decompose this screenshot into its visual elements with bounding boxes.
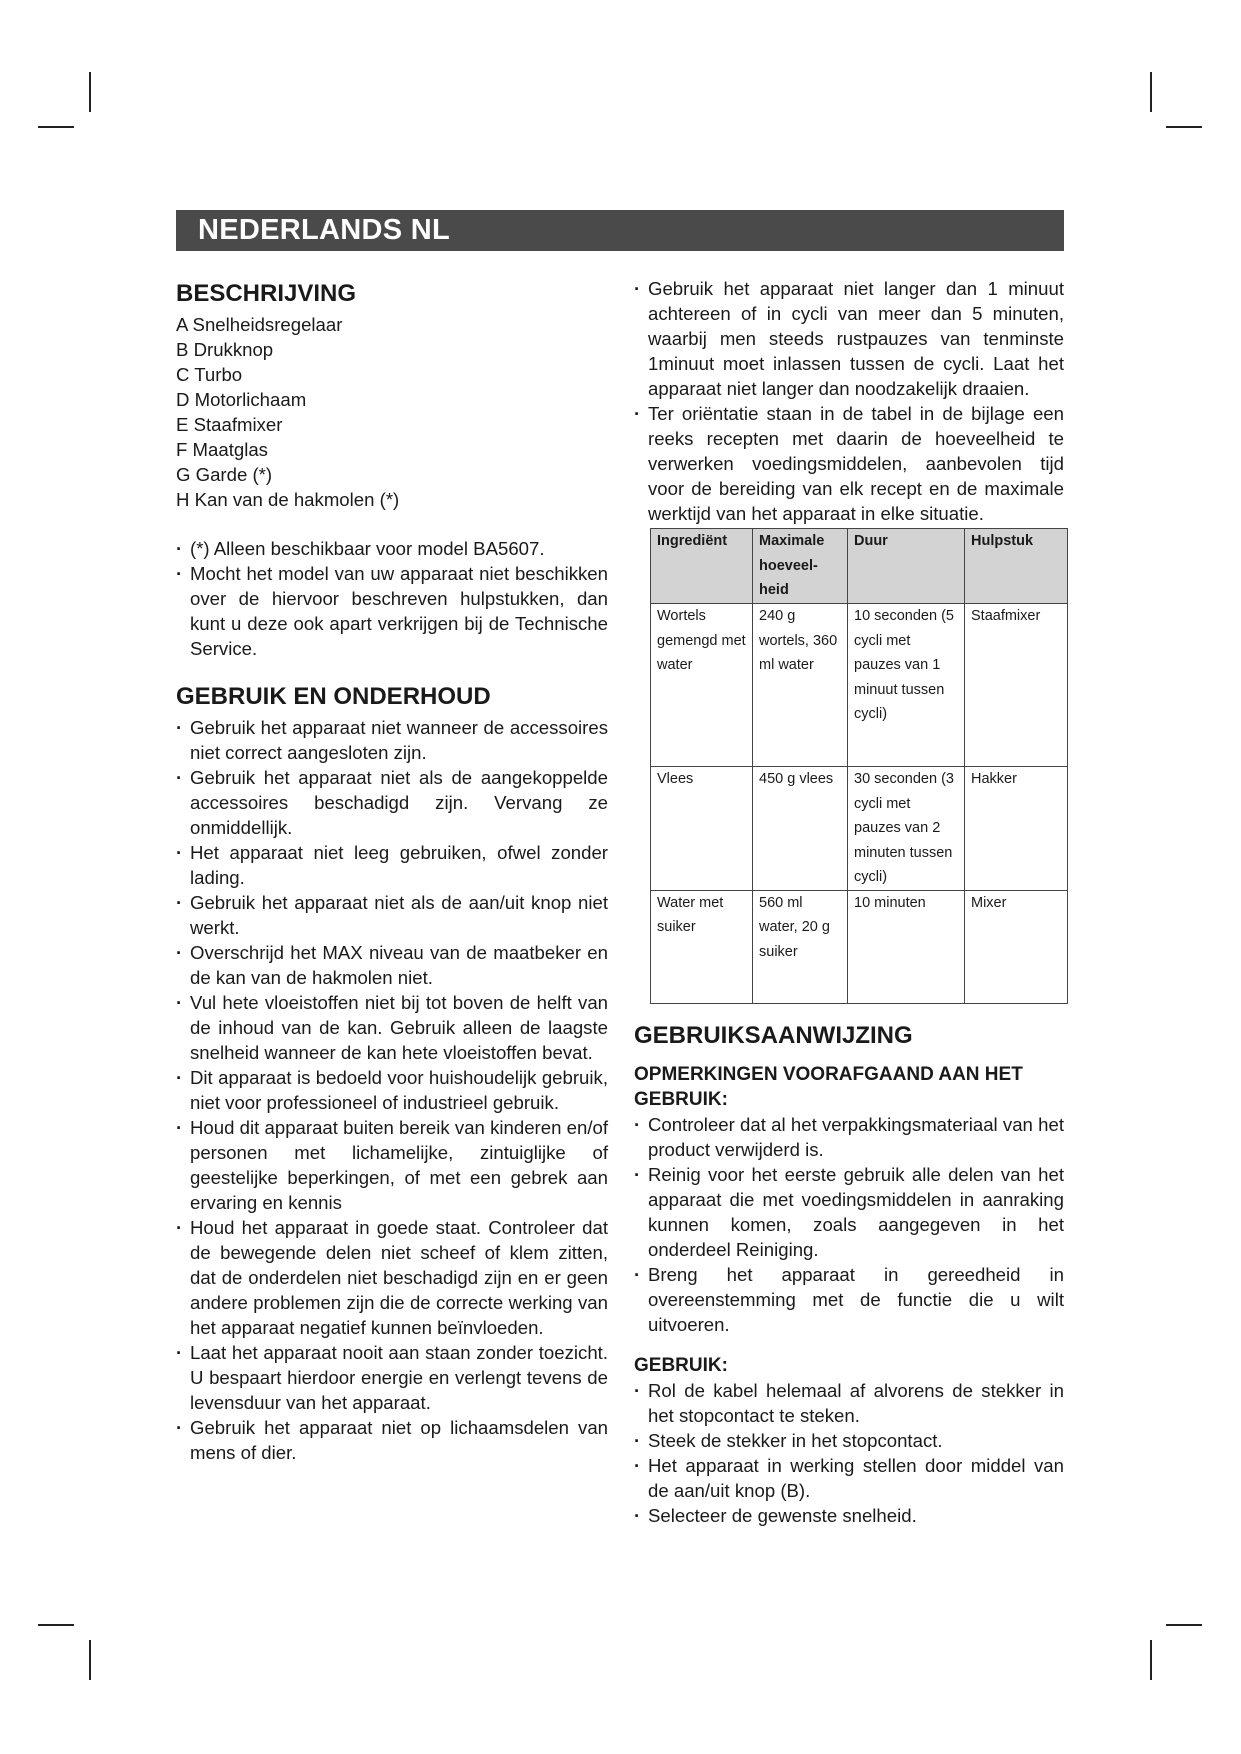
use-item: · Vul hete vloeistoffen niet bij tot boven de helft van de inhoud van de kan. Gebruik alleen de laagste snelheid wanneer de kan hete vloeistoffen bevat. [176, 990, 608, 1065]
description-heading: BESCHRIJVING [176, 280, 357, 307]
table-header-row [651, 529, 1068, 604]
language-header: NEDERLANDS NL [176, 210, 1064, 251]
crop-mark-top-left-h [38, 126, 74, 128]
crop-mark-bottom-left-h [38, 1624, 74, 1626]
use-item: · Dit apparaat is bedoeld voor huishoudelijk gebruik, niet voor professioneel of industrieel gebruik. [176, 1065, 608, 1115]
crop-mark-bottom-right-v [1150, 1640, 1152, 1680]
table-cell: 450 g vlees [753, 767, 848, 891]
table-header-cell: Maximale hoeveel-heid [753, 529, 848, 604]
part-item: G Garde (*) [176, 464, 273, 485]
use-item: · Houd dit apparaat buiten bereik van kinderen en/of personen met lichamelijke, zintuiglijke of geestelijke beperkingen, of met een gebrek aan ervaring en kennis [176, 1115, 608, 1215]
use-item: · Laat het apparaat nooit aan staan zonder toezicht. U bespaart hierdoor energie en verlengt tevens de levensduur van het apparaat. [176, 1340, 608, 1415]
crop-mark-bottom-right-h [1166, 1624, 1202, 1626]
table-cell: Water met suiker [651, 890, 753, 1003]
table-cell: 560 ml water, 20 g suiker [753, 890, 848, 1003]
usage-list [634, 1378, 1064, 1528]
part-item: A Snelheidsregelaar [176, 314, 343, 335]
table-header-cell: Duur [848, 529, 965, 604]
crop-mark-top-right-v [1150, 72, 1152, 112]
table-header-cell: Hulpstuk [965, 529, 1068, 604]
table-cell: Staafmixer [965, 604, 1068, 767]
part-item: B Drukknop [176, 339, 274, 360]
table-row [651, 890, 1068, 1003]
use-item: · Gebruik het apparaat niet op lichaamsdelen van mens of dier. [176, 1415, 608, 1465]
table-row [651, 767, 1068, 891]
part-item: C Turbo [176, 364, 243, 385]
use-maintenance-list [176, 715, 608, 1465]
left-column [176, 276, 608, 1465]
usage-item: · Het apparaat in werking stellen door middel van de aan/uit knop (B). [634, 1453, 1064, 1503]
note-item: · Mocht het model van uw apparaat niet beschikken over de hiervoor beschreven hulpstukken, dan kunt u deze ook apart verkrijgen bij de Technische Service. [176, 561, 608, 661]
parts-list [176, 312, 608, 512]
part-item: E Staafmixer [176, 414, 283, 435]
usage-item: · Rol de kabel helemaal af alvorens de stekker in het stopcontact te steken. [634, 1378, 1064, 1428]
table-cell: Vlees [651, 767, 753, 891]
part-item: F Maatglas [176, 439, 268, 460]
table-cell: 10 seconden (5 cycli met pauzes van 1 minuut tussen cycli) [848, 604, 965, 767]
instructions-heading: GEBRUIKSAANWIJZING [634, 1021, 913, 1049]
usage-heading: GEBRUIK: [634, 1354, 728, 1376]
pre-use-item: · Reinig voor het eerste gebruik alle delen van het apparaat die met voedingsmiddelen in aanraking kunnen komen, zoals aangegeven in het onderdeel Reiniging. [634, 1162, 1064, 1262]
table-cell: Mixer [965, 890, 1068, 1003]
note-item: · (*) Alleen beschikbaar voor model BA5607. [176, 536, 608, 561]
use-item: · Gebruik het apparaat niet wanneer de accessoires niet correct aangesloten zijn. [176, 715, 608, 765]
pre-use-list [634, 1112, 1064, 1337]
table-cell: 10 minuten [848, 890, 965, 1003]
part-item: D Motorlichaam [176, 389, 307, 410]
use-item: · Gebruik het apparaat niet als de aangekoppelde accessoires beschadigd zijn. Vervang ze onmiddellijk. [176, 765, 608, 840]
usage-item: · Selecteer de gewenste snelheid. [634, 1503, 1064, 1528]
operation-item: · Gebruik het apparaat niet langer dan 1 minuut achtereen of in cycli van meer dan 5 minuten, waarbij men steeds rustpauzes van tenminste 1minuut moet inlassen tussen de cycli. Laat het apparaat niet langer dan noodzakelijk draaien. [634, 276, 1064, 401]
use-item: · Houd het apparaat in goede staat. Controleer dat de bewegende delen niet scheef of klem zitten, dat de onderdelen niet beschadigd zijn en er geen andere problemen zijn die de correcte werking van het apparaat negatief kunnen beïnvloeden. [176, 1215, 608, 1340]
part-item: H Kan van de hakmolen (*) [176, 489, 400, 510]
operation-list [634, 276, 1064, 526]
operation-item: · Ter oriëntatie staan in de tabel in de bijlage een reeks recepten met daarin de hoeveelheid te verwerken voedingsmiddelen, aanbevolen tijd voor de bereiding van elk recept en de maximale werktijd van het apparaat in elke situatie. [634, 401, 1064, 526]
table-cell: Wortels gemengd met water [651, 604, 753, 767]
use-item: · Gebruik het apparaat niet als de aan/uit knop niet werkt. [176, 890, 608, 940]
table-cell: 30 seconden (3 cycli met pauzes van 2 minuten tussen cycli) [848, 767, 965, 891]
crop-mark-top-right-h [1166, 126, 1202, 128]
table-cell: 240 g wortels, 360 ml water [753, 604, 848, 767]
usage-item: · Steek de stekker in het stopcontact. [634, 1428, 1064, 1453]
use-item: · Het apparaat niet leeg gebruiken, ofwel zonder lading. [176, 840, 608, 890]
use-maintenance-heading: GEBRUIK EN ONDERHOUD [176, 683, 491, 710]
pre-use-item: · Controleer dat al het verpakkingsmateriaal van het product verwijderd is. [634, 1112, 1064, 1162]
table-row [651, 604, 1068, 767]
crop-mark-bottom-left-v [89, 1640, 91, 1680]
right-column [634, 276, 1064, 1528]
table-header-cell: Ingrediënt [651, 529, 753, 604]
table-cell: Hakker [965, 767, 1068, 891]
pre-use-heading: OPMERKINGEN VOORAFGAAND AAN HET GEBRUIK: [634, 1063, 1023, 1110]
crop-mark-top-left-v [89, 72, 91, 112]
pre-use-item: · Breng het apparaat in gereedheid in overeenstemming met de functie die u wilt uitvoeren. [634, 1262, 1064, 1337]
use-item: · Overschrijd het MAX niveau van de maatbeker en de kan van de hakmolen niet. [176, 940, 608, 990]
notes-list [176, 536, 608, 661]
recipe-table [650, 528, 1068, 1004]
